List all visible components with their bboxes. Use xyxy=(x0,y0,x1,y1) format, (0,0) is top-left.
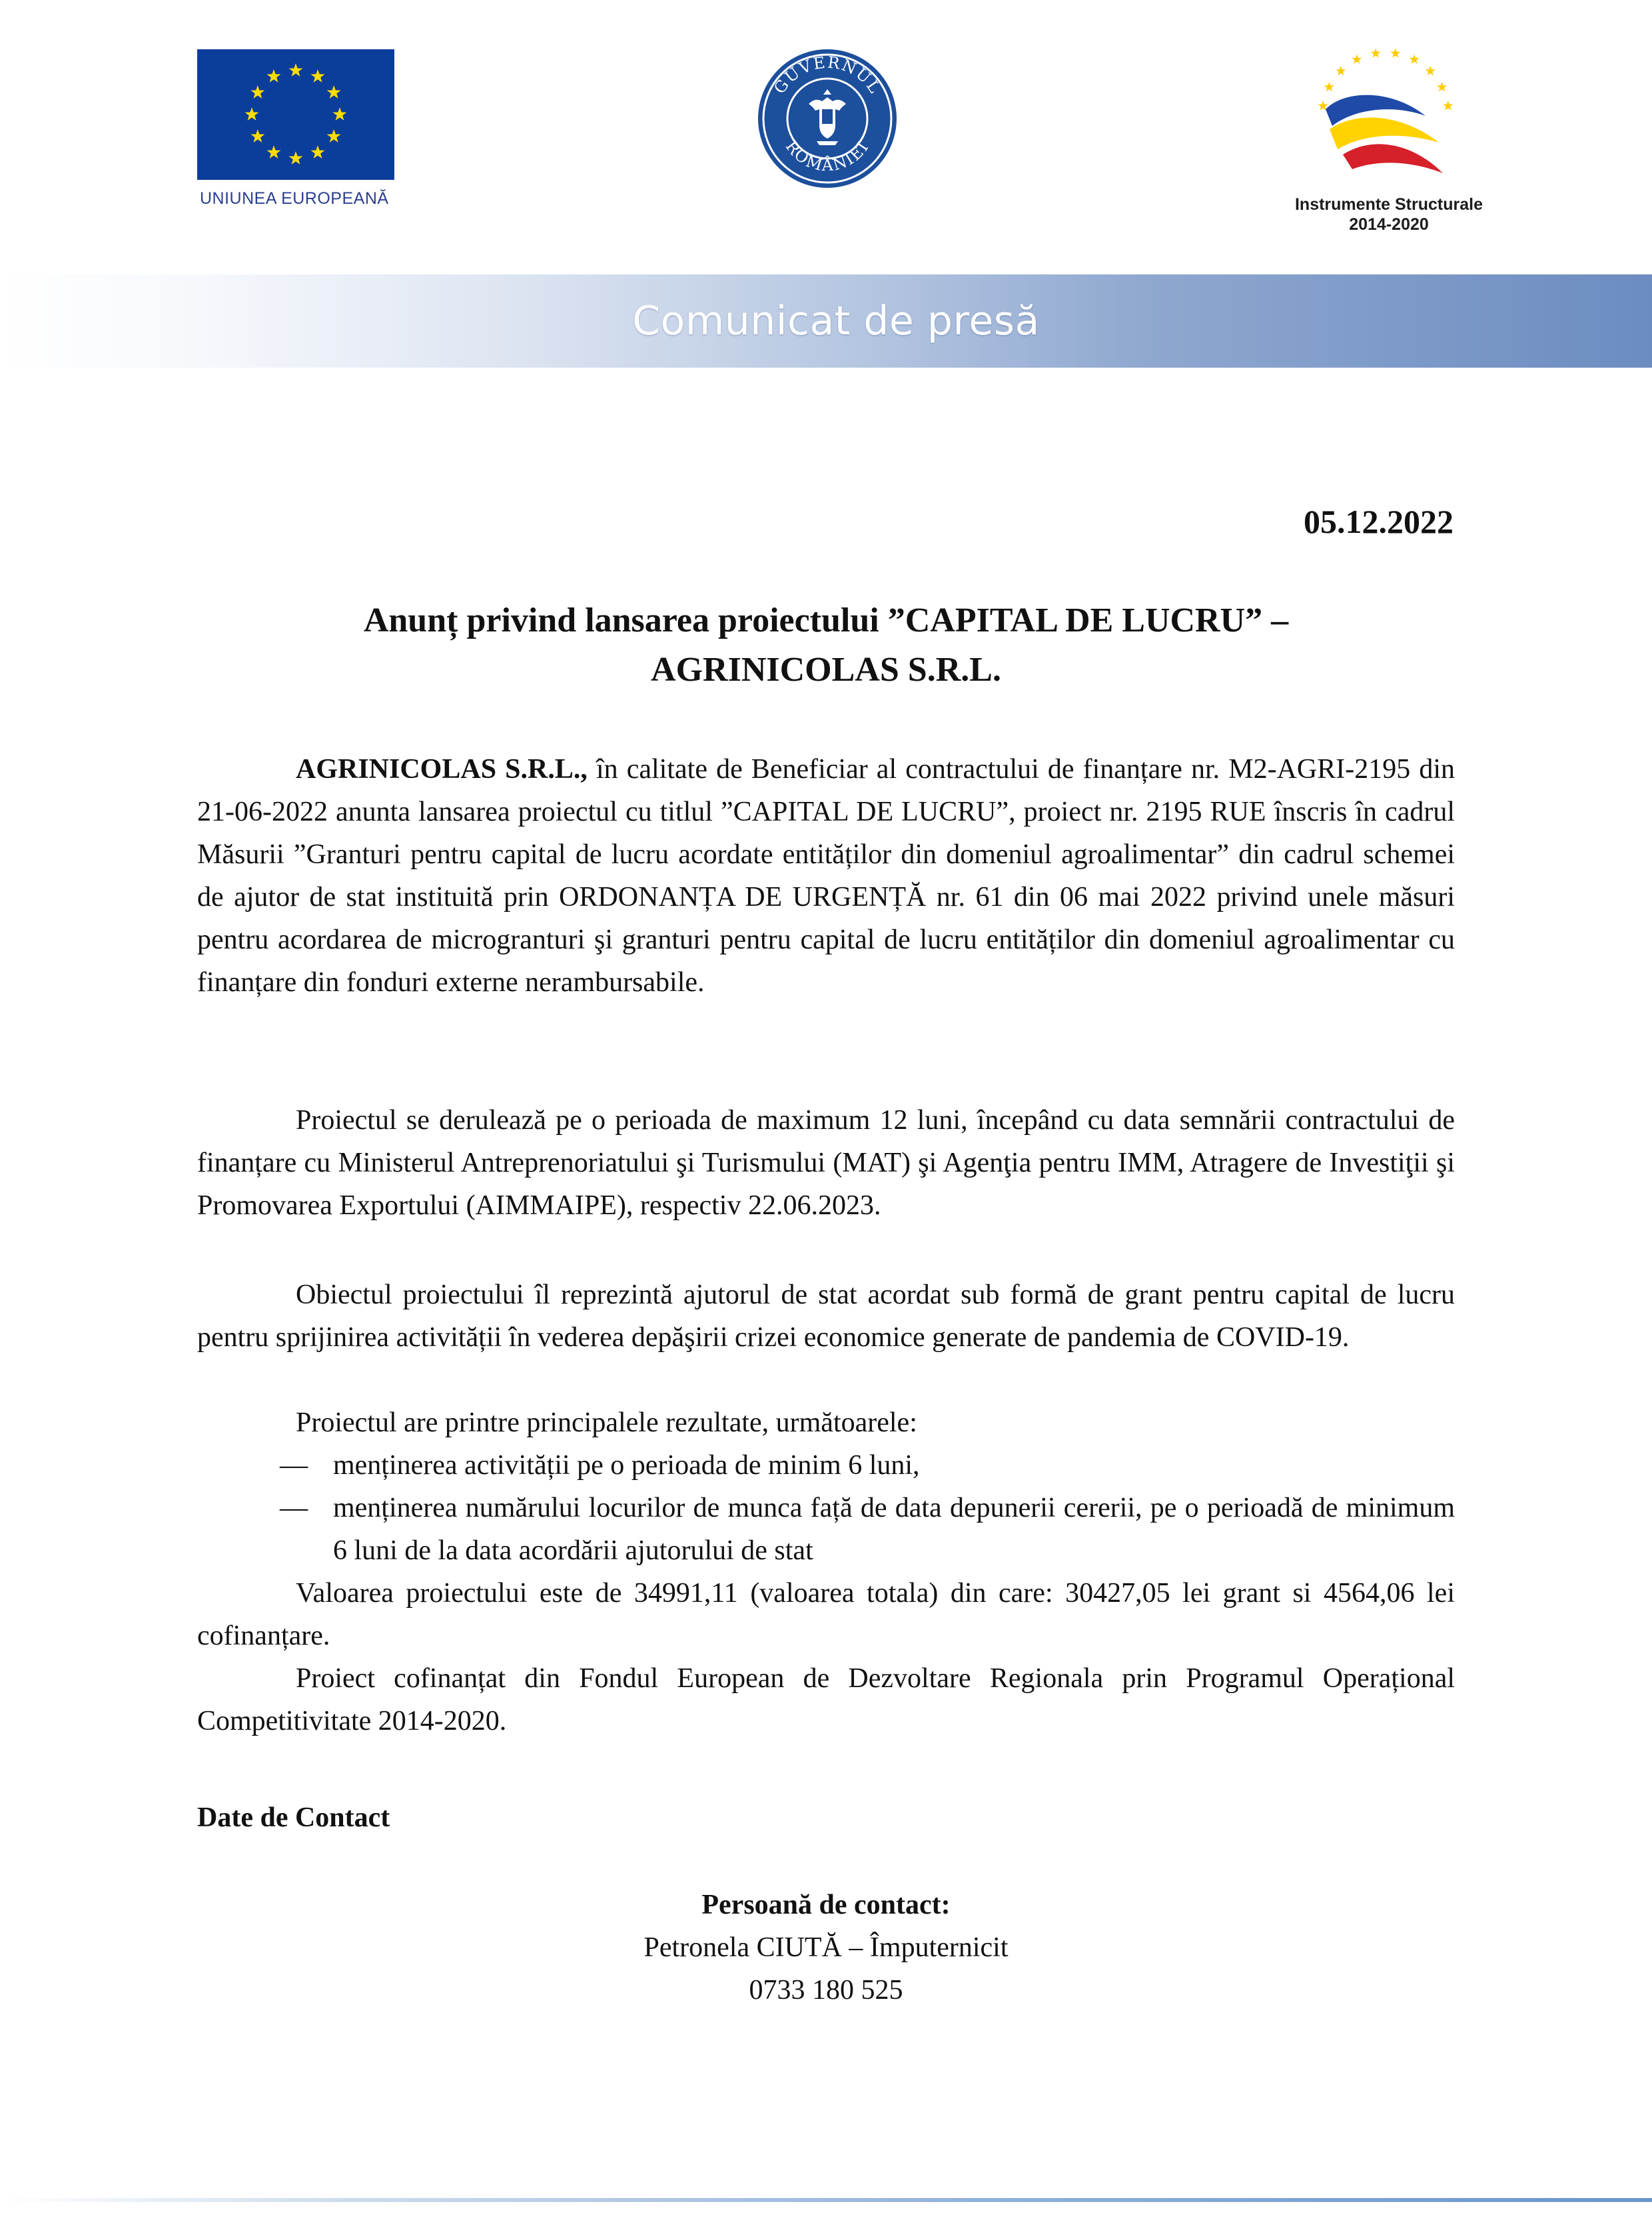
result-item xyxy=(280,1487,1455,1572)
result-text: menținerea activității pe o perioada de minim 6 luni, xyxy=(333,1450,920,1481)
bullet-dash: — xyxy=(280,1493,308,1523)
structural-instruments-label xyxy=(1279,194,1499,234)
footer-divider xyxy=(0,2198,1652,2202)
is-star-icon xyxy=(1371,48,1381,57)
contact-person-heading: Persoană de contact: xyxy=(701,1890,951,1920)
is-star-icon xyxy=(1443,101,1453,110)
is-star-icon xyxy=(1324,82,1334,91)
press-release-banner xyxy=(0,274,1652,368)
is-star-icon xyxy=(1437,82,1447,91)
structural-instruments-name: Instrumente Structurale xyxy=(1294,195,1483,214)
romanian-government-seal xyxy=(757,48,898,189)
is-star-icon xyxy=(1336,66,1346,75)
is-star-icon xyxy=(1390,48,1400,57)
result-item xyxy=(280,1444,1455,1487)
beneficiary-name: AGRINICOLAS S.R.L., xyxy=(296,754,588,785)
document-date: 05.12.2022 xyxy=(1304,503,1453,540)
contact-person-name: Petronela CIUTĂ – Împuternicit xyxy=(643,1932,1009,1963)
government-seal-icon xyxy=(757,48,898,189)
svg-text:ROMÂNIEI: ROMÂNIEI xyxy=(781,137,873,175)
banner-title-text: Comunicat de presă xyxy=(632,298,1040,344)
intro-text: în calitate de Beneficiar al contractului de finanțare nr. M2-AGRI-2195 din 21-06-2022 anunta lansarea proiectul cu titlul ”CAPITAL DE LUCRU”, proiect nr. 2195 RUE înscris în cadrul Măsurii ”Granturi pentru capital de lucru acordate entităților din domeniul agroalimentar” din cadrul schemei de ajutor de stat instituită prin ORDONANȚA DE URGENȚĂ nr. 61 din 06 mai 2022 privind unele măsuri pentru acordarea de microgranturi şi granturi pentru capital de lucru entităților din domeniul agroalimentar cu finanțare din fonduri externe nerambursabile. xyxy=(197,754,1455,998)
funding-paragraph: Proiect cofinanțat din Fondul European de Dezvoltare Regionala prin Programul Operațional Competitivitate 2014-2020. xyxy=(197,1663,1455,1736)
contact-phone: 0733 180 525 xyxy=(749,1975,903,2006)
eu-logo xyxy=(197,49,397,208)
structural-instruments-period: 2014-2020 xyxy=(1349,215,1429,234)
value-paragraph: Valoarea proiectului este de 34991,11 (valoarea totala) din care: 30427,05 lei grant si 4564,06 lei cofinanțare. xyxy=(197,1578,1455,1651)
duration-paragraph: Proiectul se derulează pe o perioada de maximum 12 luni, începând cu data semnării contractului de finanțare cu Ministerul Antreprenoriatului şi Turismului (MAT) şi Agenţia pentru IMM, Atragere de Investiţii şi Promovarea Exportului (AIMMAIPE), respectiv 22.06.2023. xyxy=(197,1105,1455,1221)
title-line-1: Anunț privind lansarea proiectului ”CAPITAL DE LUCRU” – xyxy=(363,601,1289,639)
title-line-2: AGRINICOLAS S.R.L. xyxy=(651,651,1001,689)
eu-flag-icon xyxy=(197,49,394,180)
banner-title xyxy=(0,274,1652,368)
eu-label: UNIUNEA EUROPEANĂ xyxy=(200,189,389,208)
intro-paragraph xyxy=(197,748,1455,1004)
results-intro: Proiectul are printre principalele rezultate, următoarele: xyxy=(296,1407,917,1438)
contact-heading: Date de Contact xyxy=(197,1802,390,1833)
structural-instruments-logo xyxy=(1279,43,1499,242)
is-star-icon xyxy=(1410,54,1420,63)
result-text: menținerea numărului locurilor de munca față de data depunerii cererii, pe o perioadă de minimum 6 luni de la data acordării ajutorului de stat xyxy=(333,1493,1455,1566)
document-title xyxy=(197,596,1455,695)
is-star-icon xyxy=(1352,54,1362,63)
objective-paragraph: Obiectul proiectului îl reprezintă ajutorul de stat acordat sub formă de grant pentru capital de lucru pentru sprijinirea activității în vederea depăşirii crizei economice generate de pandemia de COVID-19. xyxy=(197,1280,1455,1353)
is-star-icon xyxy=(1426,66,1436,75)
bullet-dash: — xyxy=(280,1450,308,1481)
svg-text:GUVERNUL: GUVERNUL xyxy=(770,53,885,98)
structural-instruments-icon xyxy=(1306,43,1465,189)
